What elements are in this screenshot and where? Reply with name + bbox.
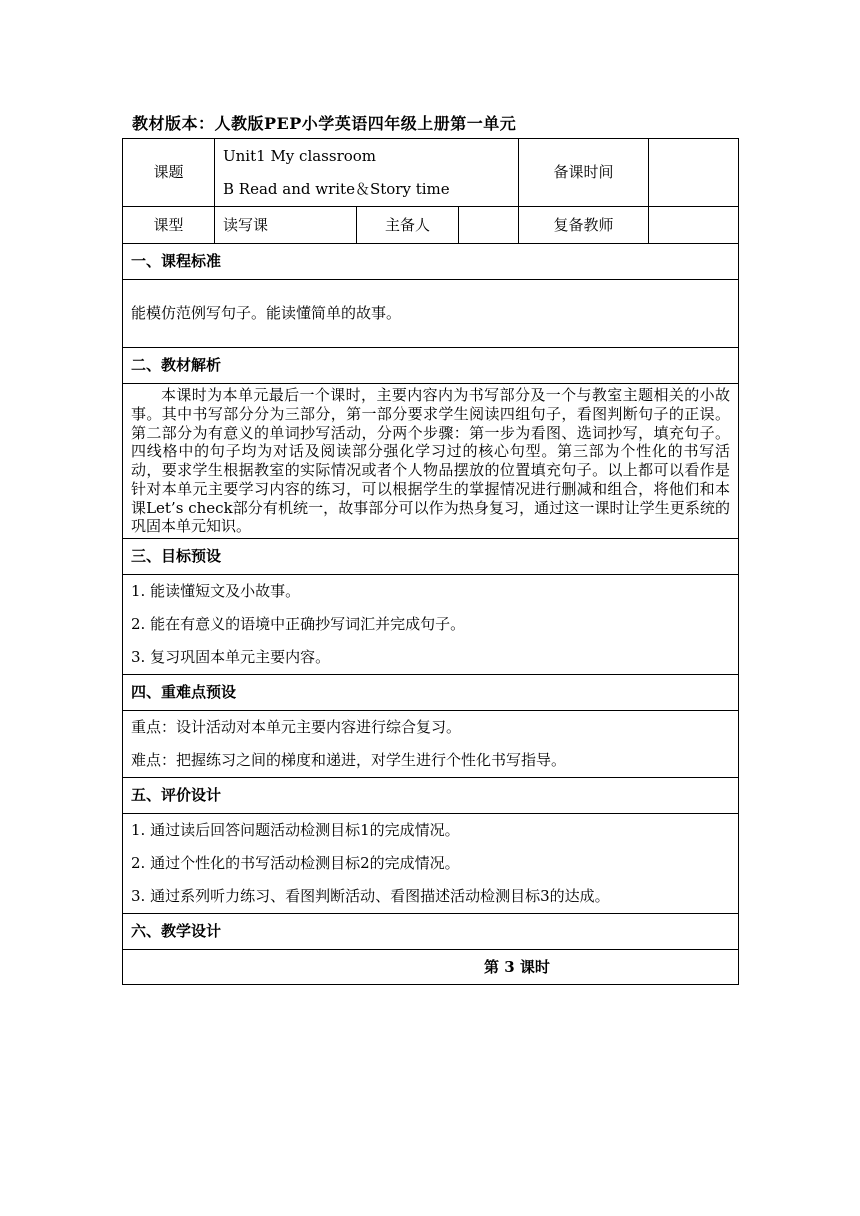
type-label: 课型 [123, 207, 215, 244]
goals-title-row [123, 539, 739, 575]
evaluation-item: 1. 通过读后回答问题活动检测目标1的完成情况。 [131, 821, 460, 839]
goal-item: 3. 复习巩固本单元主要内容。 [131, 648, 331, 666]
topic-value [215, 139, 519, 207]
eval-title-row [123, 778, 739, 814]
prep-time-value [649, 139, 739, 207]
key-points-list [123, 711, 739, 778]
key-title-row [123, 675, 739, 711]
design-title-row [123, 914, 739, 950]
goal-item: 2. 能在有意义的语境中正确抄写词汇并完成句子。 [131, 615, 466, 633]
key-point-item: 重点：设计活动对本单元主要内容进行综合复习。 [131, 718, 462, 736]
evaluation-item: 2. 通过个性化的书写活动检测目标2的完成情况。 [131, 854, 460, 872]
review-teacher-value [649, 207, 739, 244]
section-title-analysis: 二、教材解析 [123, 348, 739, 384]
topic-row [123, 139, 739, 207]
type-row [123, 207, 739, 244]
lesson-label: 第 3 课时 [484, 957, 550, 976]
section-title-key-points: 四、重难点预设 [123, 675, 739, 711]
goals-content-row [123, 575, 739, 675]
topic-label: 课题 [123, 139, 215, 207]
lesson-row [123, 950, 739, 985]
section-title-evaluation: 五、评价设计 [123, 778, 739, 814]
evaluation-list [123, 814, 739, 914]
key-content-row [123, 711, 739, 778]
analysis-title-row [123, 348, 739, 384]
lesson-cell [123, 950, 739, 985]
goal-item: 1. 能读懂短文及小故事。 [131, 582, 301, 600]
review-teacher-label: 复备教师 [519, 207, 649, 244]
section-title-goals: 三、目标预设 [123, 539, 739, 575]
standard-title-row [123, 244, 739, 280]
evaluation-item: 3. 通过系列听力练习、看图判断活动、看图描述活动检测目标3的达成。 [131, 887, 610, 905]
section-title-design: 六、教学设计 [123, 914, 739, 950]
lead-teacher-value [459, 207, 519, 244]
page-heading: 教材版本：人教版PEP小学英语四年级上册第一单元 [132, 114, 517, 133]
prep-time-label: 备课时间 [519, 139, 649, 207]
topic-line-2: B Read and write＆Story time [223, 179, 450, 198]
eval-content-row [123, 814, 739, 914]
lead-teacher-label: 主备人 [357, 207, 459, 244]
analysis-text: 本课时为本单元最后一个课时，主要内容内为书写部分及一个与教室主题相关的小故事。其中书写部分分为三部分，第一部分要求学生阅读四组句子，看图判断句子的正误。第二部分为有意义的单词抄写活动，分两个步骤：第一步为看图、选词抄写，填充句子。四线格中的句子均为对话及阅读部分强化学习过的核心句型。第三部为个性化的书写活动，要求学生根据教室的实际情况或者个人物品摆放的位置填充句子。以上都可以看作是针对本单元主要学习内容的练习，可以根据学生的掌握情况进行删减和组合，将他们和本课Let’s check部分有机统一，故事部分可以作为热身复习，通过这一课时让学生更系统的巩固本单元知识。 [123, 384, 739, 539]
standard-text: 能模仿范例写句子。能读懂简单的故事。 [123, 280, 739, 348]
analysis-content-row [123, 384, 739, 539]
standard-content-row [123, 280, 739, 348]
lesson-plan-table [122, 138, 739, 985]
type-value: 读写课 [215, 207, 357, 244]
goals-list [123, 575, 739, 675]
section-title-standard: 一、课程标准 [123, 244, 739, 280]
topic-line-1: Unit1 My classroom [223, 146, 377, 165]
key-point-item: 难点：把握练习之间的梯度和递进，对学生进行个性化书写指导。 [131, 751, 567, 769]
